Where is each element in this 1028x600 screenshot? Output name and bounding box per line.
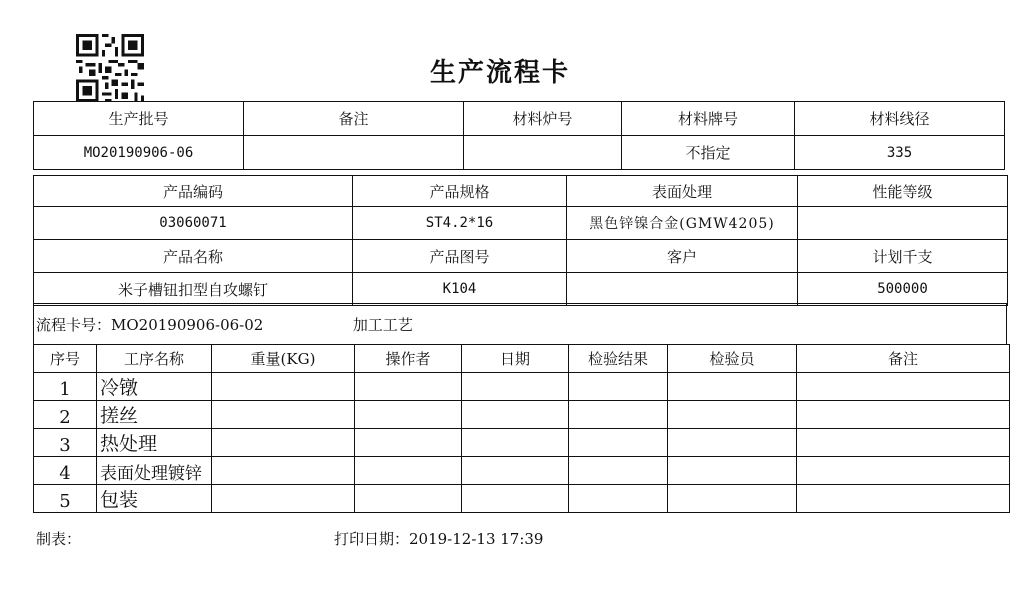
row-remark-cell[interactable] <box>797 457 1010 485</box>
batch-number-label: 生产批号 <box>34 102 244 136</box>
furnace-number-label: 材料炉号 <box>464 102 622 136</box>
process-table <box>33 344 1010 513</box>
product-info-table <box>33 175 1008 306</box>
row-operator-cell[interactable] <box>355 401 462 429</box>
row-process-name: 包装 <box>97 485 212 513</box>
drawing-number-value: K104 <box>353 273 567 306</box>
customer-value <box>567 273 798 306</box>
row-result-cell[interactable] <box>569 485 668 513</box>
row-remark-cell[interactable] <box>797 429 1010 457</box>
row-inspector-cell[interactable] <box>668 485 797 513</box>
row-operator-cell[interactable] <box>355 429 462 457</box>
planned-quantity-value: 500000 <box>798 273 1008 306</box>
flow-card-cell <box>34 304 1007 345</box>
col-header-date: 日期 <box>462 345 569 373</box>
product-name-value: 米子槽钮扣型自攻螺钉 <box>34 273 353 306</box>
process-label: 加工工艺 <box>352 315 413 334</box>
surface-treatment-value: 黑色锌镍合金(GMW4205) <box>567 207 798 240</box>
material-grade-value: 不指定 <box>622 136 795 170</box>
row-process-name: 搓丝 <box>97 401 212 429</box>
col-header-remark: 备注 <box>797 345 1010 373</box>
product-spec-label: 产品规格 <box>353 176 567 207</box>
row-weight-cell[interactable] <box>212 457 355 485</box>
row-remark-cell[interactable] <box>797 373 1010 401</box>
flow-card-row <box>33 303 1007 345</box>
col-header-inspection-result: 检验结果 <box>569 345 668 373</box>
row-inspector-cell[interactable] <box>668 373 797 401</box>
batch-info-table <box>33 101 1005 170</box>
row-date-cell[interactable] <box>462 457 569 485</box>
col-header-inspector: 检验员 <box>668 345 797 373</box>
flow-card-number: 流程卡号：MO20190906-06-02 <box>36 315 264 334</box>
row-process-name: 冷镦 <box>97 373 212 401</box>
row-date-cell[interactable] <box>462 373 569 401</box>
col-header-weight: 重量(KG) <box>212 345 355 373</box>
remark-label: 备注 <box>244 102 464 136</box>
table-row <box>34 401 1010 429</box>
performance-grade-value <box>798 207 1008 240</box>
drawing-number-label: 产品图号 <box>353 240 567 273</box>
col-header-process-name: 工序名称 <box>97 345 212 373</box>
row-remark-cell[interactable] <box>797 485 1010 513</box>
row-seq: 3 <box>34 429 97 457</box>
row-operator-cell[interactable] <box>355 373 462 401</box>
wire-diameter-value: 335 <box>795 136 1005 170</box>
table-row <box>34 429 1010 457</box>
row-result-cell[interactable] <box>569 401 668 429</box>
row-inspector-cell[interactable] <box>668 429 797 457</box>
row-weight-cell[interactable] <box>212 429 355 457</box>
table-row <box>34 373 1010 401</box>
row-process-name: 表面处理镀锌 <box>97 457 212 485</box>
product-code-label: 产品编码 <box>34 176 353 207</box>
row-weight-cell[interactable] <box>212 373 355 401</box>
table-row <box>34 485 1010 513</box>
print-date: 打印日期：2019-12-13 17:39 <box>334 530 544 548</box>
row-result-cell[interactable] <box>569 429 668 457</box>
remark-value <box>244 136 464 170</box>
product-spec-value: ST4.2*16 <box>353 207 567 240</box>
row-operator-cell[interactable] <box>355 457 462 485</box>
row-remark-cell[interactable] <box>797 401 1010 429</box>
table-row <box>34 457 1010 485</box>
product-code-value: 03060071 <box>34 207 353 240</box>
product-name-label: 产品名称 <box>34 240 353 273</box>
page-title: 生产流程卡 <box>429 58 570 88</box>
row-inspector-cell[interactable] <box>668 401 797 429</box>
row-result-cell[interactable] <box>569 373 668 401</box>
performance-grade-label: 性能等级 <box>798 176 1008 207</box>
row-date-cell[interactable] <box>462 429 569 457</box>
row-seq: 5 <box>34 485 97 513</box>
batch-number-value: MO20190906-06 <box>34 136 244 170</box>
furnace-number-value <box>464 136 622 170</box>
row-seq: 2 <box>34 401 97 429</box>
surface-treatment-label: 表面处理 <box>567 176 798 207</box>
row-weight-cell[interactable] <box>212 401 355 429</box>
col-header-operator: 操作者 <box>355 345 462 373</box>
row-date-cell[interactable] <box>462 485 569 513</box>
col-header-seq: 序号 <box>34 345 97 373</box>
row-result-cell[interactable] <box>569 457 668 485</box>
maker-label: 制表： <box>36 530 82 548</box>
row-process-name: 热处理 <box>97 429 212 457</box>
row-weight-cell[interactable] <box>212 485 355 513</box>
row-inspector-cell[interactable] <box>668 457 797 485</box>
row-date-cell[interactable] <box>462 401 569 429</box>
planned-quantity-label: 计划千支 <box>798 240 1008 273</box>
customer-label: 客户 <box>567 240 798 273</box>
row-seq: 1 <box>34 373 97 401</box>
material-grade-label: 材料牌号 <box>622 102 795 136</box>
row-seq: 4 <box>34 457 97 485</box>
row-operator-cell[interactable] <box>355 485 462 513</box>
wire-diameter-label: 材料线径 <box>795 102 1005 136</box>
